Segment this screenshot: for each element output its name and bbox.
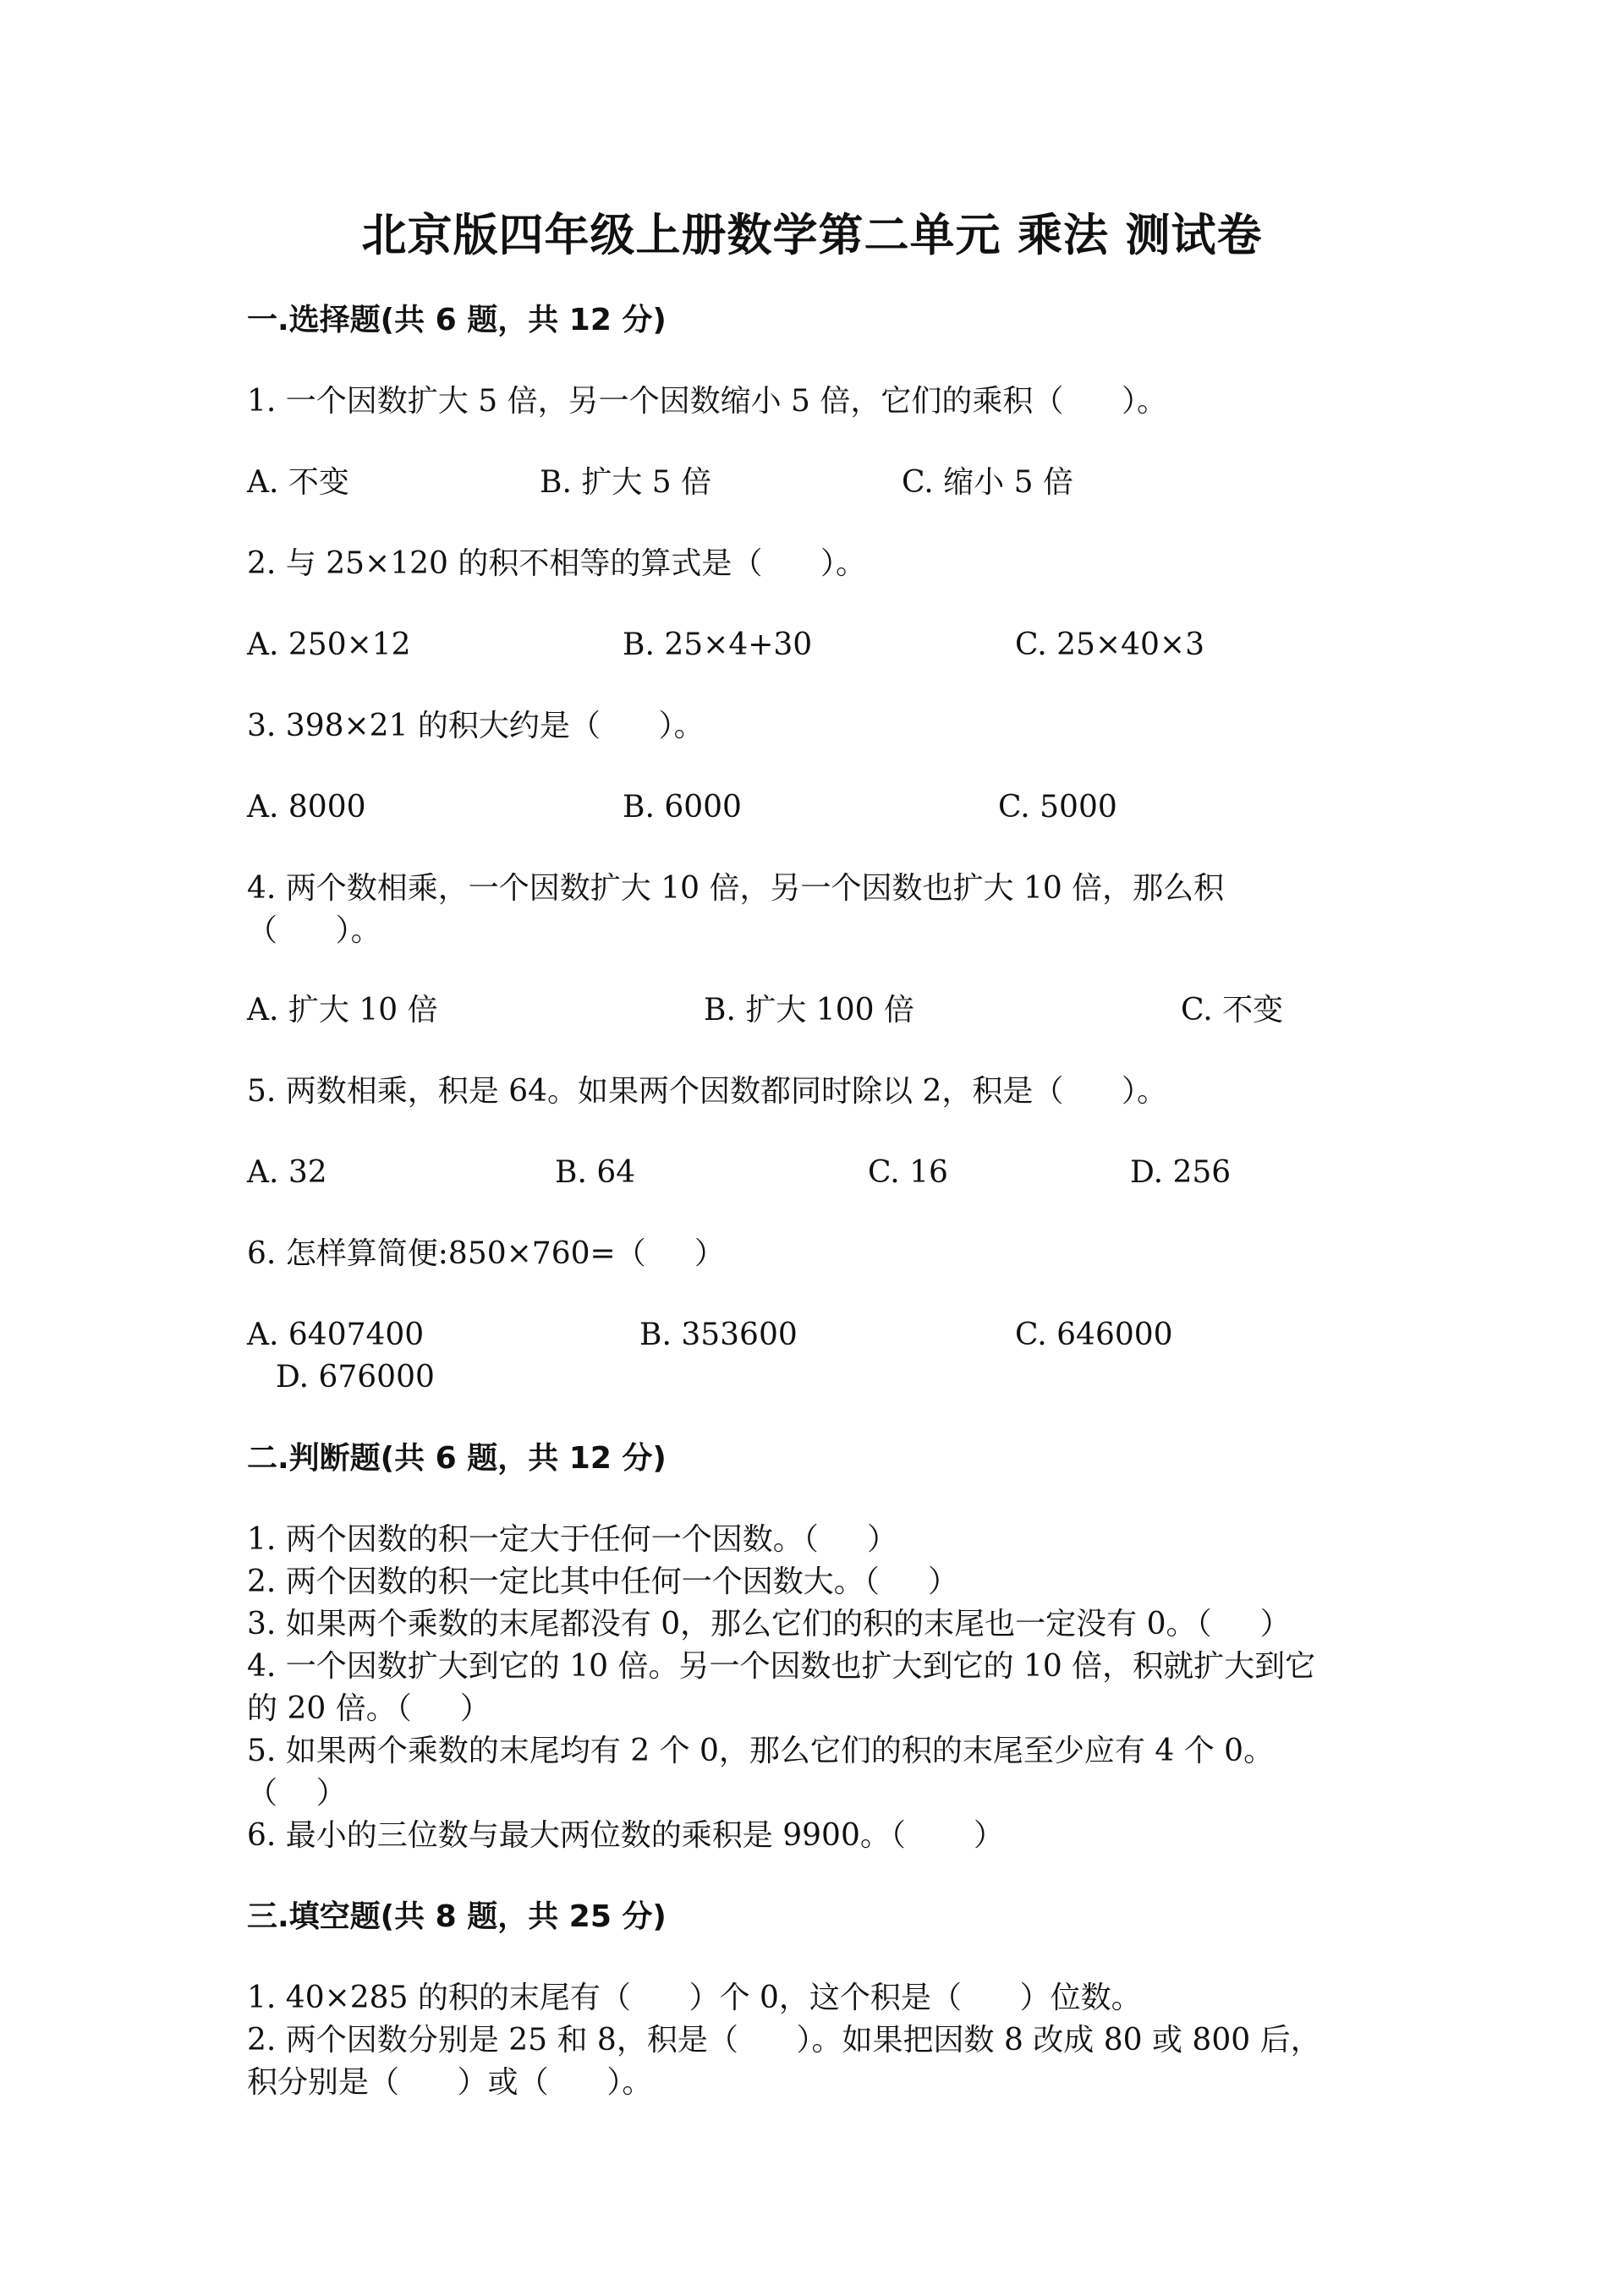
choice-2-option-c: C. 25×40×3: [1015, 627, 1204, 662]
choice-5-option-c: C. 16: [868, 1155, 948, 1190]
choice-2-option-b: B. 25×4+30: [623, 627, 813, 662]
choice-question-5: 5. 两数相乘，积是 64。如果两个因数都同时除以 2，积是（ ）。: [247, 1074, 1168, 1109]
choice-question-6: 6. 怎样算简便:850×760=（ ）: [247, 1236, 725, 1271]
choice-1-option-b: B. 扩大 5 倍: [540, 465, 712, 500]
choice-3-option-b: B. 6000: [623, 790, 742, 825]
judge-line-4: 4. 一个因数扩大到它的 10 倍。另一个因数也扩大到它的 10 倍，积就扩大到它: [247, 1649, 1316, 1684]
judge-line-1: 1. 两个因数的积一定大于任何一个因数。（ ）: [247, 1522, 898, 1557]
fill-line-2-cont: 积分别是（ ）或（ ）。: [247, 2065, 653, 2100]
choice-5-option-d: D. 256: [1130, 1155, 1232, 1190]
choice-6-option-a: A. 6407400: [247, 1318, 425, 1352]
page-title: 北京版四年级上册数学第二单元 乘法 测试卷: [361, 210, 1263, 261]
section-heading-fill: 三.填空题(共 8 题，共 25 分): [247, 1899, 667, 1934]
choice-4-option-a: A. 扩大 10 倍: [247, 993, 438, 1027]
fill-line-1: 1. 40×285 的积的末尾有（ ）个 0，这个积是（ ）位数。: [247, 1981, 1142, 2015]
choice-2-option-a: A. 250×12: [247, 627, 411, 662]
choice-6-option-d: D. 676000: [276, 1360, 435, 1395]
choice-question-2: 2. 与 25×120 的积不相等的算式是（ ）。: [247, 546, 867, 581]
fill-line-2: 2. 两个因数分别是 25 和 8，积是（ ）。如果把因数 8 改成 80 或 800 后，: [247, 2023, 1321, 2058]
judge-line-2: 2. 两个因数的积一定比其中任何一个因数大。（ ）: [247, 1564, 959, 1599]
choice-question-4: 4. 两个数相乘，一个因数扩大 10 倍，另一个因数也扩大 10 倍，那么积: [247, 871, 1225, 906]
choice-5-option-a: A. 32: [247, 1155, 327, 1190]
choice-question-4-cont: （ ）。: [247, 913, 381, 948]
choice-5-option-b: B. 64: [555, 1155, 636, 1190]
choice-1-option-c: C. 缩小 5 倍: [902, 465, 1073, 500]
judge-line-5: 5. 如果两个乘数的末尾均有 2 个 0，那么它们的积的末尾至少应有 4 个 0。: [247, 1734, 1275, 1768]
section-heading-choice: 一.选择题(共 6 题，共 12 分): [247, 303, 667, 337]
choice-question-1: 1. 一个因数扩大 5 倍，另一个因数缩小 5 倍，它们的乘积（ ）。: [247, 384, 1168, 419]
choice-1-option-a: A. 不变: [247, 465, 349, 500]
choice-4-option-b: B. 扩大 100 倍: [704, 993, 914, 1027]
choice-6-option-c: C. 646000: [1015, 1318, 1173, 1352]
section-heading-judge: 二.判断题(共 6 题，共 12 分): [247, 1441, 667, 1476]
judge-line-4-cont: 的 20 倍。（ ）: [247, 1691, 491, 1726]
judge-line-5-cont: （ ）: [247, 1776, 347, 1811]
choice-3-option-c: C. 5000: [998, 790, 1117, 825]
choice-3-option-a: A. 8000: [247, 790, 366, 825]
choice-4-option-c: C. 不变: [1181, 993, 1284, 1027]
judge-line-3: 3. 如果两个乘数的末尾都没有 0，那么它们的积的末尾也一定没有 0。（ ）: [247, 1607, 1291, 1641]
choice-question-3: 3. 398×21 的积大约是（ ）。: [247, 709, 705, 743]
choice-6-option-b: B. 353600: [639, 1318, 798, 1352]
judge-line-6: 6. 最小的三位数与最大两位数的乘积是 9900。（ ）: [247, 1818, 1004, 1853]
